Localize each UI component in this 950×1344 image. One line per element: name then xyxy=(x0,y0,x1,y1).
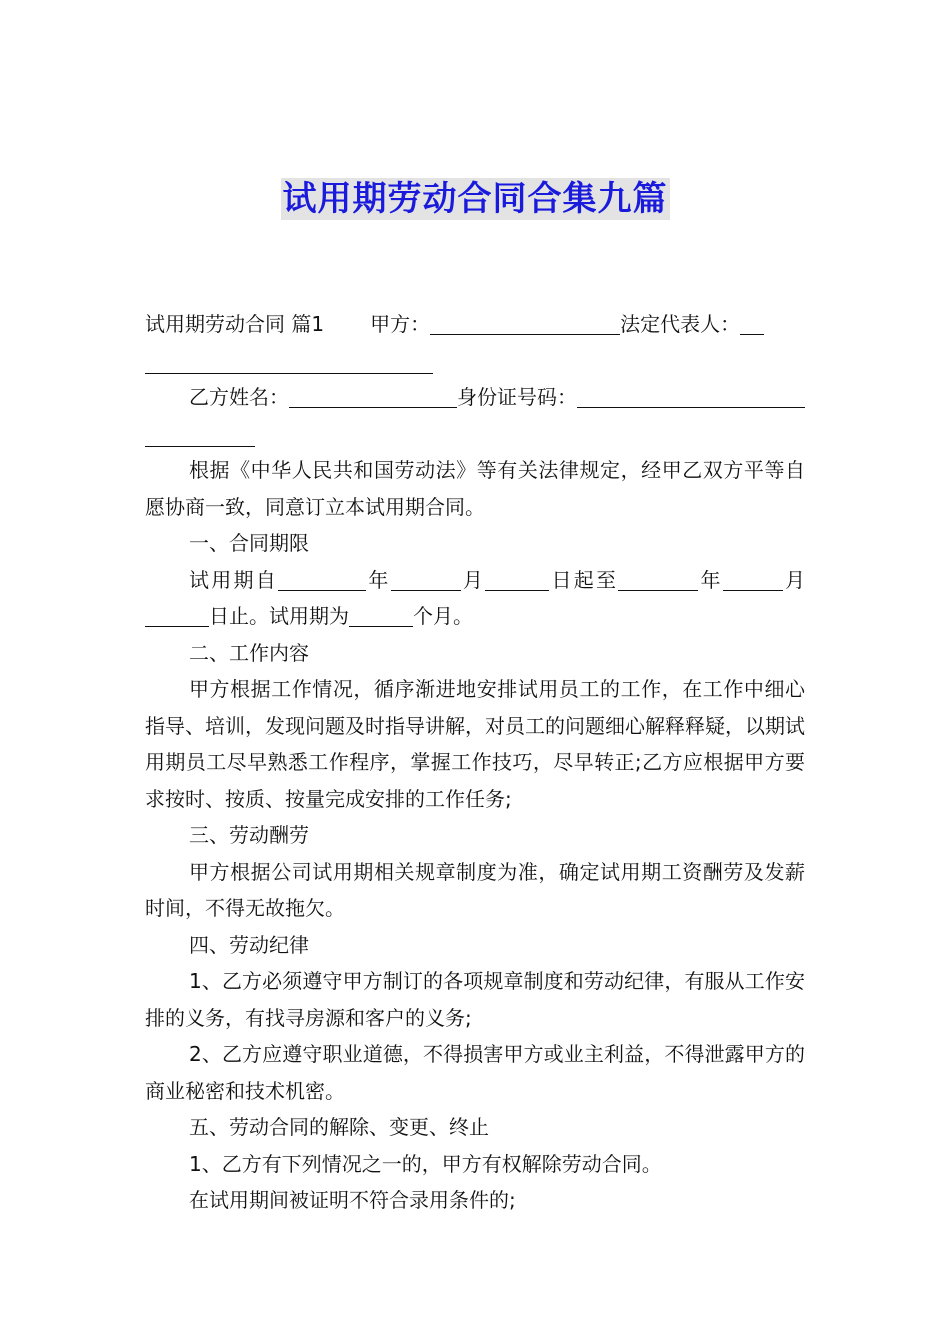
start-day-blank[interactable] xyxy=(485,566,549,591)
section-5-item-1: 1、乙方有下列情况之一的，甲方有权解除劳动合同。 xyxy=(189,1151,662,1176)
section-4-heading: 四、劳动纪律 xyxy=(189,932,309,957)
section-4-item-1: 1、乙方必须遵守甲方制订的各项规章制度和劳动纪律，有服从工作安排的义务，有找寻房源和客户的义务; xyxy=(145,969,805,1030)
section-1-heading: 一、合同期限 xyxy=(189,531,309,555)
term-months-blank[interactable] xyxy=(349,602,413,627)
start-month-blank[interactable] xyxy=(391,566,461,591)
end-month-blank-a[interactable] xyxy=(723,566,783,591)
id-number-blank-continued[interactable] xyxy=(145,422,255,447)
start-month-label: 月 xyxy=(460,567,486,592)
start-year-blank[interactable] xyxy=(278,566,366,591)
section-2-heading: 二、工作内容 xyxy=(189,640,309,665)
start-day-label: 日起至 xyxy=(549,567,619,592)
party-line-2 xyxy=(145,379,805,416)
title-wrap xyxy=(0,178,950,220)
id-number-blank-continued-row xyxy=(145,416,805,453)
document-body xyxy=(145,306,805,1219)
legal-rep-label: 法定代表人： xyxy=(620,312,741,336)
end-day-label: 日止。试用期为 xyxy=(209,604,349,628)
party-a-blank[interactable] xyxy=(430,310,620,335)
section-2-body: 甲方根据工作情况，循序渐进地安排试用员工的工作，在工作中细心指导、培训，发现问题及时指导讲解，对员工的问题细心解释释疑，以期试用期员工尽早熟悉工作程序，掌握工作技巧，尽早转正;乙方应根据甲方要求按时、按质、按量完成安排的工作任务; xyxy=(145,677,805,811)
section-5-item-2: 在试用期间被证明不符合录用条件的; xyxy=(189,1188,516,1212)
party-line-1 xyxy=(145,306,805,343)
start-year-label: 年 xyxy=(366,567,391,592)
id-number-blank[interactable] xyxy=(577,383,805,408)
legal-rep-blank-continued[interactable] xyxy=(145,349,433,374)
document-title: 试用期劳动合同合集九篇 xyxy=(282,179,668,219)
end-day-blank[interactable] xyxy=(145,602,209,627)
section-4-item-2: 2、乙方应遵守职业道德，不得损害甲方或业主利益，不得泄露甲方的商业秘密和技术机密。 xyxy=(145,1042,805,1103)
section-3-heading: 三、劳动酬劳 xyxy=(189,823,309,847)
section-3-body: 甲方根据公司试用期相关规章制度为准，确定试用期工资酬劳及发薪时间，不得无故拖欠。 xyxy=(145,859,805,920)
end-month-label: 月 xyxy=(782,567,806,592)
term-from-label: 试用期自 xyxy=(189,567,279,592)
end-year-label: 年 xyxy=(698,567,723,592)
legal-rep-blank-continued-row xyxy=(145,343,805,380)
section-1-term xyxy=(145,562,805,635)
party-b-name-blank[interactable] xyxy=(289,383,457,408)
legal-rep-blank[interactable] xyxy=(740,310,764,335)
id-number-label: 身份证号码： xyxy=(457,385,577,409)
section-5-heading: 五、劳动合同的解除、变更、终止 xyxy=(189,1115,489,1139)
party-b-name-label: 乙方姓名： xyxy=(189,385,289,409)
party-a-label: 甲方： xyxy=(370,312,431,336)
paragraph-basis: 根据《中华人民共和国劳动法》等有关法律规定，经甲乙双方平等自愿协商一致，同意订立本试用期合同。 xyxy=(145,458,805,519)
term-months-label: 个月。 xyxy=(413,604,473,628)
contract-heading: 试用期劳动合同 篇1 xyxy=(145,312,325,336)
end-year-blank[interactable] xyxy=(618,566,698,591)
